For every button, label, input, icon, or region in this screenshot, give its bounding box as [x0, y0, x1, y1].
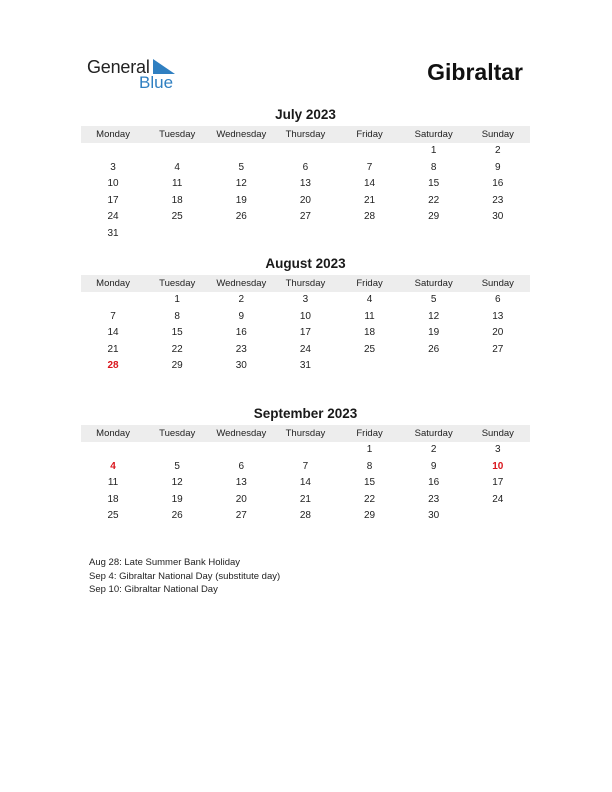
logo-text-general: General — [87, 57, 150, 77]
day-cell: 11 — [107, 477, 119, 489]
week-row — [81, 226, 530, 243]
week-row — [81, 160, 530, 177]
day-cell: 27 — [299, 211, 311, 223]
day-cell: 9 — [495, 161, 501, 173]
day-cell — [145, 226, 209, 243]
weekday-label: Sunday — [481, 278, 514, 289]
weekday-label: Saturday — [414, 278, 453, 289]
day-cell — [209, 442, 273, 459]
day-cell: 26 — [171, 510, 183, 522]
day-cell: 10 — [107, 178, 119, 190]
day-cell: 17 — [299, 327, 311, 339]
day-cell: 27 — [492, 343, 504, 355]
day-cell: 2 — [430, 444, 437, 455]
day-cell: 3 — [302, 294, 309, 305]
month-grid — [81, 143, 530, 243]
day-cell: 2 — [495, 145, 501, 156]
weekday-label: Friday — [356, 428, 383, 439]
weekday-label: Wednesday — [216, 278, 267, 289]
day-cell: 17 — [107, 194, 119, 206]
day-cell: 25 — [107, 510, 119, 522]
day-cell — [81, 442, 145, 459]
month-calendar-september — [81, 405, 530, 525]
day-cell: 1 — [174, 294, 180, 305]
weekday-label: Tuesday — [159, 129, 196, 140]
day-cell: 20 — [492, 327, 504, 339]
day-cell — [466, 226, 530, 243]
logo-triangle-icon — [153, 59, 175, 74]
day-cell: 11 — [364, 310, 375, 322]
day-cell — [402, 226, 466, 243]
day-cell: 7 — [366, 161, 373, 173]
day-cell — [81, 143, 145, 160]
day-cell: 20 — [235, 493, 247, 505]
day-cell: 18 — [171, 194, 183, 206]
weekday-label: Friday — [356, 129, 383, 140]
day-cell: 28 — [364, 211, 376, 223]
weekday-label: Sunday — [481, 129, 514, 140]
month-grid — [81, 292, 530, 375]
day-cell: 23 — [428, 493, 440, 505]
day-cell: 25 — [171, 211, 183, 223]
day-cell: 7 — [302, 460, 309, 472]
day-cell — [466, 358, 530, 375]
week-row — [81, 342, 530, 359]
day-cell: 10 — [299, 310, 311, 322]
week-row — [81, 358, 530, 375]
day-cell: 12 — [171, 477, 183, 489]
holiday-item: Sep 10: Gibraltar National Day — [89, 584, 218, 596]
weekday-header — [81, 126, 530, 143]
day-cell: 18 — [364, 327, 376, 339]
week-row — [81, 292, 530, 309]
day-cell: 20 — [299, 194, 311, 206]
day-cell: 6 — [302, 161, 309, 173]
month-title: July 2023 — [275, 107, 336, 122]
weekday-label: Thursday — [285, 278, 326, 289]
day-cell — [338, 226, 402, 243]
day-cell: 23 — [492, 194, 504, 206]
holiday-day-cell: 28 — [107, 360, 119, 372]
day-cell: 30 — [428, 510, 440, 522]
day-cell: 14 — [107, 327, 119, 339]
day-cell: 2 — [238, 294, 245, 305]
week-row — [81, 193, 530, 210]
day-cell: 9 — [430, 460, 437, 472]
month-calendar-august — [81, 255, 530, 375]
day-cell: 29 — [364, 510, 376, 522]
weekday-label: Tuesday — [159, 428, 196, 439]
day-cell — [209, 226, 273, 243]
day-cell — [209, 143, 273, 160]
day-cell: 14 — [299, 477, 311, 489]
day-cell — [402, 358, 466, 375]
holiday-list — [89, 556, 280, 597]
day-cell: 1 — [366, 444, 373, 455]
day-cell: 30 — [492, 211, 504, 223]
day-cell: 5 — [174, 460, 180, 472]
day-cell: 19 — [235, 194, 247, 206]
day-cell: 6 — [238, 460, 245, 472]
day-cell: 18 — [107, 493, 119, 505]
day-cell: 7 — [110, 310, 116, 322]
week-row — [81, 459, 530, 476]
day-cell: 21 — [299, 493, 311, 505]
day-cell: 6 — [495, 294, 501, 305]
day-cell: 4 — [174, 161, 180, 173]
day-cell: 19 — [171, 493, 183, 505]
day-cell: 4 — [366, 294, 373, 305]
month-calendar-july — [81, 106, 530, 243]
day-cell: 31 — [107, 227, 119, 239]
day-cell: 24 — [492, 493, 504, 505]
day-cell: 13 — [299, 178, 311, 190]
weekday-label: Monday — [96, 129, 130, 140]
day-cell — [273, 442, 337, 459]
week-row — [81, 442, 530, 459]
day-cell: 14 — [364, 178, 376, 190]
day-cell: 5 — [238, 161, 245, 173]
day-cell: 9 — [238, 310, 245, 322]
weekday-label: Monday — [96, 428, 130, 439]
holiday-day-cell: 4 — [110, 460, 116, 472]
day-cell: 16 — [492, 178, 504, 190]
day-cell: 26 — [428, 343, 440, 355]
logo — [87, 55, 187, 91]
weekday-label: Thursday — [285, 129, 326, 140]
weekday-label: Tuesday — [159, 278, 196, 289]
day-cell — [273, 143, 337, 160]
day-cell — [466, 508, 530, 525]
week-row — [81, 143, 530, 160]
day-cell — [81, 292, 145, 309]
weekday-label: Saturday — [414, 129, 453, 140]
day-cell: 26 — [235, 211, 247, 223]
weekday-label: Wednesday — [216, 428, 267, 439]
weekday-label: Friday — [356, 278, 383, 289]
day-cell: 29 — [171, 360, 183, 372]
weekday-header — [81, 275, 530, 292]
day-cell — [145, 143, 209, 160]
logo-text-blue: Blue — [139, 73, 174, 92]
day-cell: 21 — [364, 194, 376, 206]
weekday-header — [81, 425, 530, 442]
day-cell: 25 — [364, 343, 376, 355]
day-cell: 11 — [171, 178, 183, 190]
country-title: Gibraltar — [427, 59, 523, 85]
day-cell: 12 — [235, 178, 247, 190]
day-cell: 3 — [495, 444, 501, 455]
month-title: September 2023 — [253, 406, 358, 421]
day-cell: 19 — [428, 327, 440, 339]
day-cell: 22 — [171, 343, 183, 355]
day-cell: 3 — [110, 161, 116, 173]
holiday-day-cell: 10 — [492, 460, 504, 472]
week-row — [81, 475, 530, 492]
day-cell: 5 — [430, 294, 437, 305]
day-cell: 29 — [428, 211, 440, 223]
day-cell: 1 — [430, 145, 437, 156]
day-cell — [273, 226, 337, 243]
weekday-label: Sunday — [481, 428, 514, 439]
day-cell: 15 — [171, 327, 183, 339]
day-cell: 23 — [235, 343, 247, 355]
day-cell: 30 — [235, 360, 247, 372]
week-row — [81, 508, 530, 525]
day-cell: 8 — [174, 310, 180, 322]
day-cell: 24 — [107, 211, 119, 223]
day-cell: 17 — [492, 477, 504, 489]
day-cell: 24 — [299, 343, 311, 355]
day-cell: 8 — [366, 460, 373, 472]
day-cell: 13 — [492, 310, 504, 322]
day-cell: 16 — [428, 477, 440, 489]
day-cell: 27 — [235, 510, 247, 522]
day-cell: 21 — [107, 343, 119, 355]
day-cell: 28 — [299, 510, 311, 522]
day-cell: 15 — [364, 477, 376, 489]
week-row — [81, 176, 530, 193]
week-row — [81, 309, 530, 326]
weekday-label: Thursday — [285, 428, 326, 439]
week-row — [81, 325, 530, 342]
day-cell — [338, 358, 402, 375]
day-cell: 16 — [235, 327, 247, 339]
weekday-label: Monday — [96, 278, 130, 289]
week-row — [81, 492, 530, 509]
day-cell — [145, 442, 209, 459]
holiday-item: Sep 4: Gibraltar National Day (substitute day) — [89, 570, 281, 582]
holiday-item: Aug 28: Late Summer Bank Holiday — [89, 557, 241, 568]
day-cell: 13 — [235, 477, 247, 489]
month-grid — [81, 442, 530, 525]
day-cell — [338, 143, 402, 160]
day-cell: 12 — [428, 310, 440, 322]
weekday-label: Saturday — [414, 428, 453, 439]
month-title: August 2023 — [265, 256, 346, 271]
day-cell: 15 — [428, 178, 440, 190]
week-row — [81, 209, 530, 226]
day-cell: 31 — [299, 360, 311, 372]
day-cell: 22 — [364, 493, 376, 505]
weekday-label: Wednesday — [216, 129, 267, 140]
day-cell: 22 — [428, 194, 440, 206]
day-cell: 8 — [430, 161, 437, 173]
